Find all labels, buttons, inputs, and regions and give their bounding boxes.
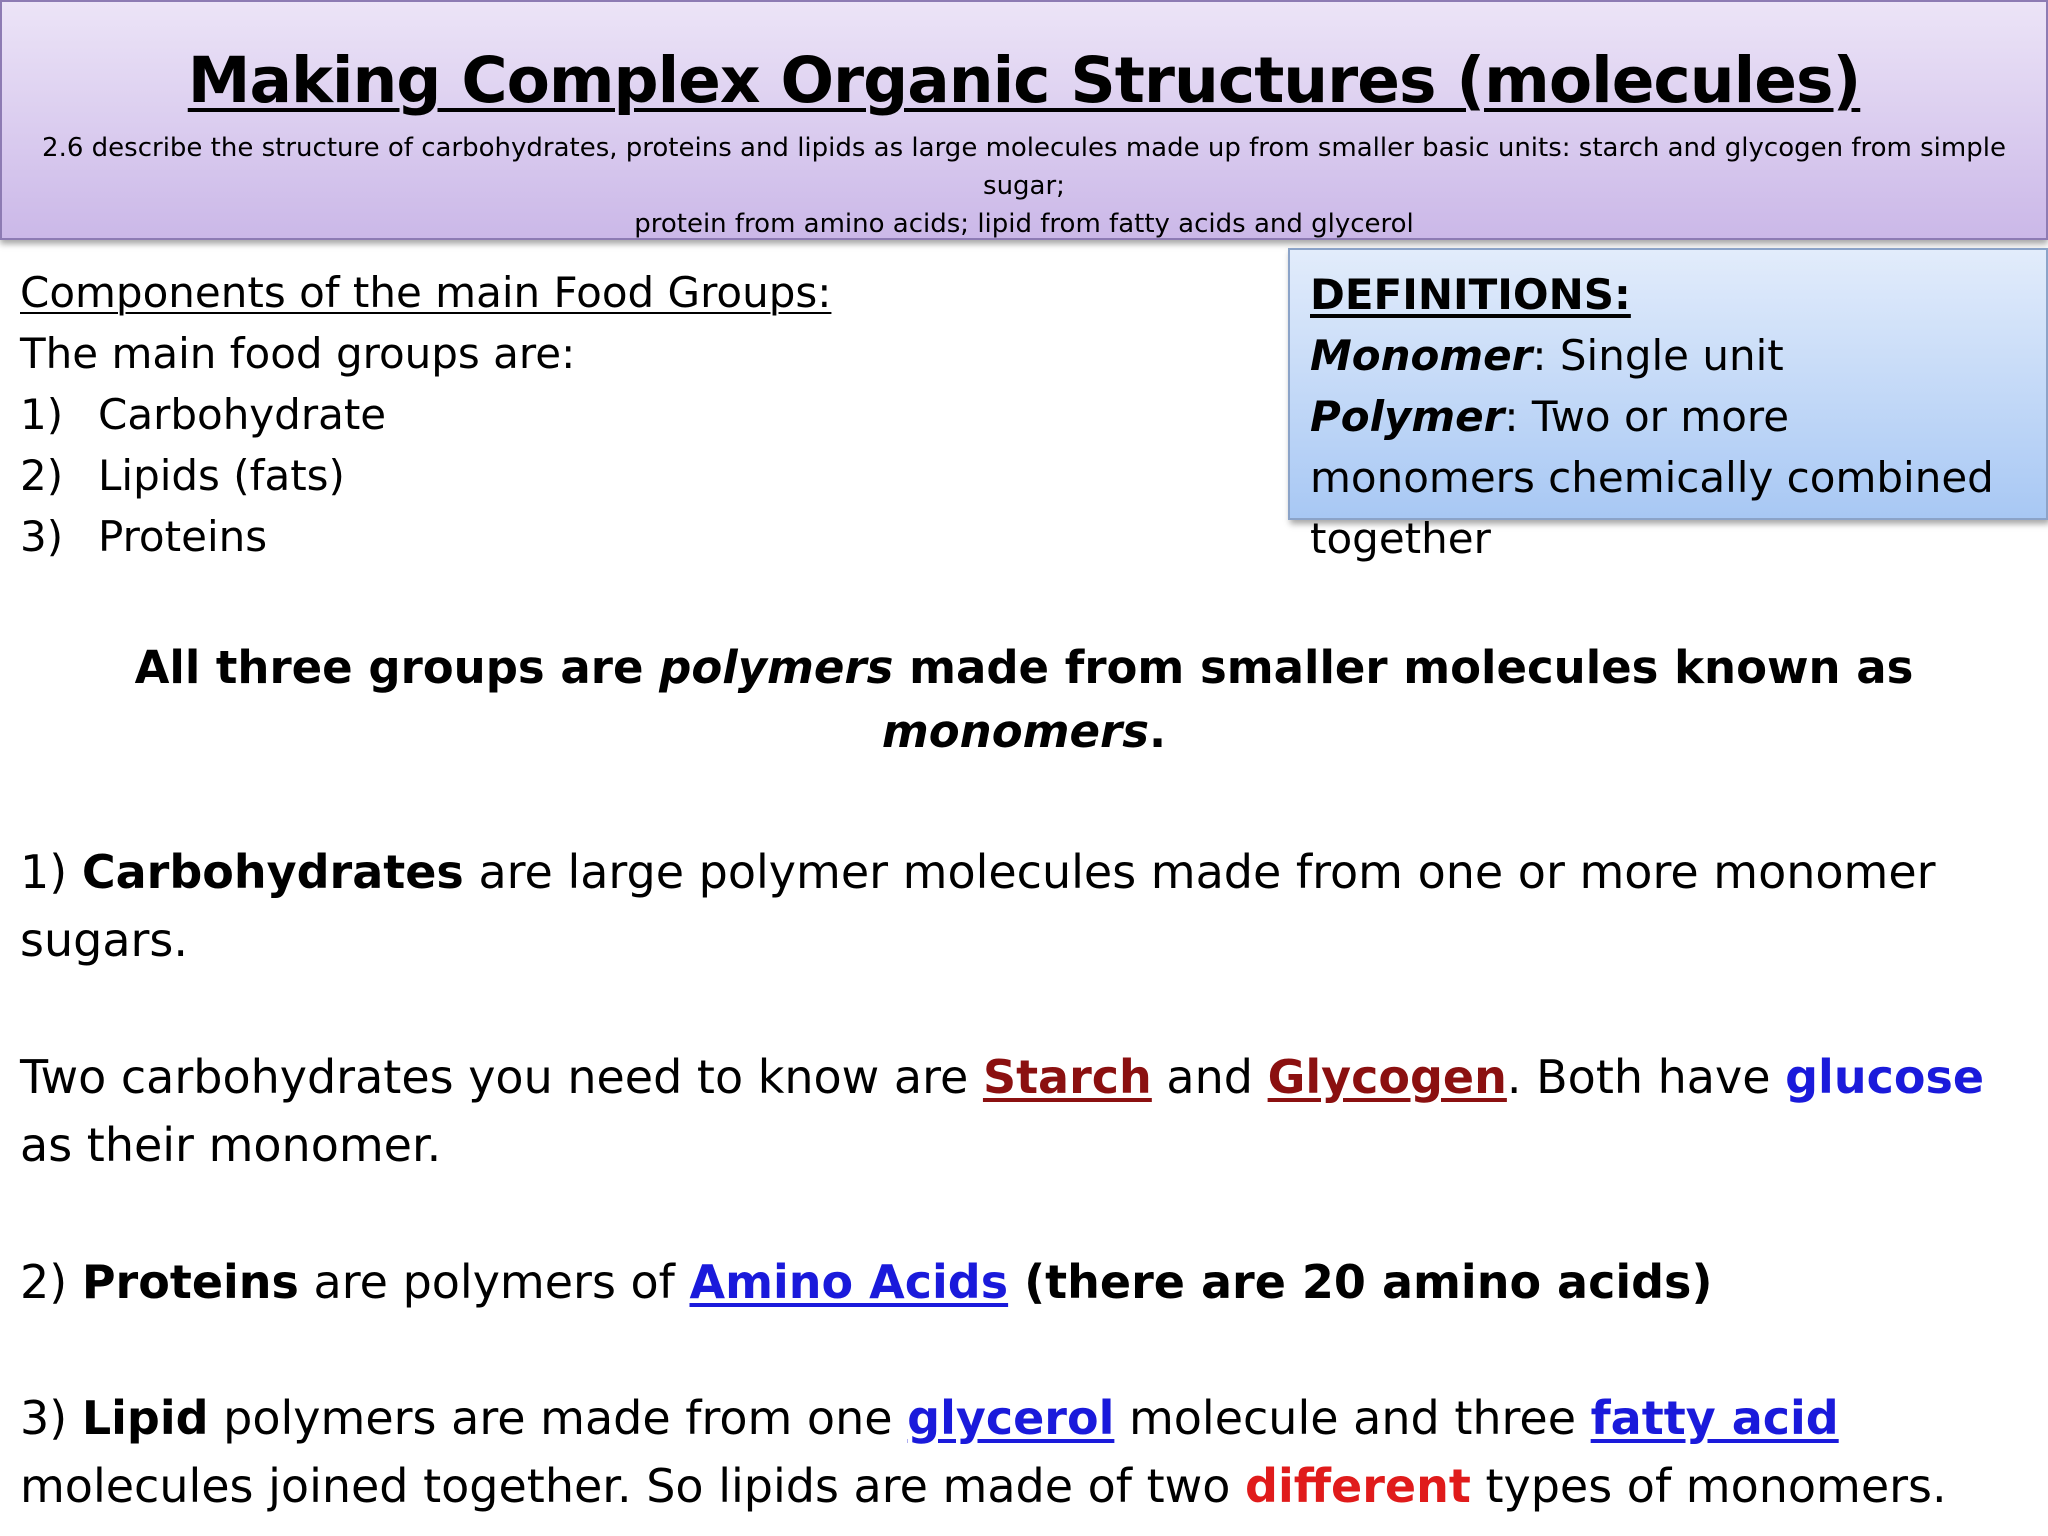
- glycogen-term: Glycogen: [1267, 1050, 1507, 1104]
- food-groups-heading: Components of the main Food Groups:: [20, 268, 832, 317]
- proteins-paragraph: [20, 1248, 2030, 1316]
- paragraph-text: polymers are made from one: [208, 1391, 908, 1445]
- paragraph-text: are large polymer molecules made from one or more monomer sugars.: [20, 845, 1936, 967]
- paragraph-text: molecule and three: [1114, 1391, 1591, 1445]
- lipids-paragraph: [20, 1384, 2030, 1520]
- spec-statement: [24, 129, 2024, 243]
- title-banner: [0, 0, 2048, 240]
- food-groups-intro: The main food groups are:: [20, 329, 576, 378]
- food-groups-section: [20, 262, 831, 567]
- list-item: [20, 445, 831, 506]
- definitions-heading: DEFINITIONS:: [1310, 270, 1631, 319]
- list-label: Proteins: [98, 512, 268, 561]
- glucose-term: glucose: [1785, 1050, 1985, 1104]
- paragraph-number: 2): [20, 1255, 82, 1309]
- statement-text: made from smaller molecules known as: [893, 641, 1914, 694]
- list-number: 3): [20, 512, 64, 561]
- statement-polymers: polymers: [659, 641, 894, 694]
- carbohydrates-term: Carbohydrates: [81, 845, 464, 899]
- definitions-box: [1288, 248, 2048, 563]
- spec-line-2: protein from amino acids; lipid from fatty acids and glycerol: [634, 209, 1414, 240]
- monomer-term: Monomer: [1310, 331, 1533, 380]
- amino-acids-term: Amino Acids: [689, 1255, 1009, 1309]
- amino-acids-note: (there are 20 amino acids): [1008, 1255, 1713, 1309]
- polymer-term: Polymer: [1310, 392, 1505, 441]
- list-label: Carbohydrate: [98, 390, 387, 439]
- list-item: [20, 506, 831, 567]
- paragraph-text: are polymers of: [298, 1255, 690, 1309]
- page-title: Making Complex Organic Structures (molecules): [187, 44, 1861, 117]
- list-item: [20, 384, 831, 445]
- paragraph-text: molecules joined together. So lipids are made of two: [20, 1459, 1246, 1513]
- monomer-definition: [1310, 325, 2026, 386]
- paragraph-text: types of monomers.: [1470, 1459, 1947, 1513]
- polymer-text: : Two or more monomers chemically combined together: [1310, 392, 1994, 563]
- carbohydrates-paragraph: [20, 838, 2030, 974]
- paragraph-text: and: [1151, 1050, 1268, 1104]
- spec-line-1: 2.6 describe the structure of carbohydrates, proteins and lipids as large molecules made up from smaller basic units: starch and glycogen from simple sugar;: [42, 133, 2006, 202]
- polymer-definition: [1310, 386, 2026, 569]
- starch-term: Starch: [982, 1050, 1152, 1104]
- list-number: 2): [20, 451, 64, 500]
- glycerol-term: glycerol: [907, 1391, 1115, 1445]
- carb-examples-paragraph: [20, 1043, 2030, 1179]
- paragraph-number: 3): [20, 1391, 82, 1445]
- list-label: Lipids (fats): [98, 451, 345, 500]
- statement-text: All three groups are: [134, 641, 660, 694]
- proteins-term: Proteins: [81, 1255, 299, 1309]
- paragraph-number: 1): [20, 845, 82, 899]
- paragraph-text: Two carbohydrates you need to know are: [20, 1050, 983, 1104]
- paragraph-text: . Both have: [1506, 1050, 1786, 1104]
- monomer-text: : Single unit: [1532, 331, 1784, 380]
- paragraph-text: as their monomer.: [20, 1118, 442, 1172]
- different-term: different: [1245, 1459, 1471, 1513]
- statement-end: .: [1149, 705, 1167, 758]
- fatty-acid-term: fatty acid: [1590, 1391, 1839, 1445]
- lipid-term: Lipid: [81, 1391, 209, 1445]
- list-number: 1): [20, 390, 64, 439]
- key-statement: [0, 636, 2048, 764]
- statement-monomers: monomers: [881, 705, 1150, 758]
